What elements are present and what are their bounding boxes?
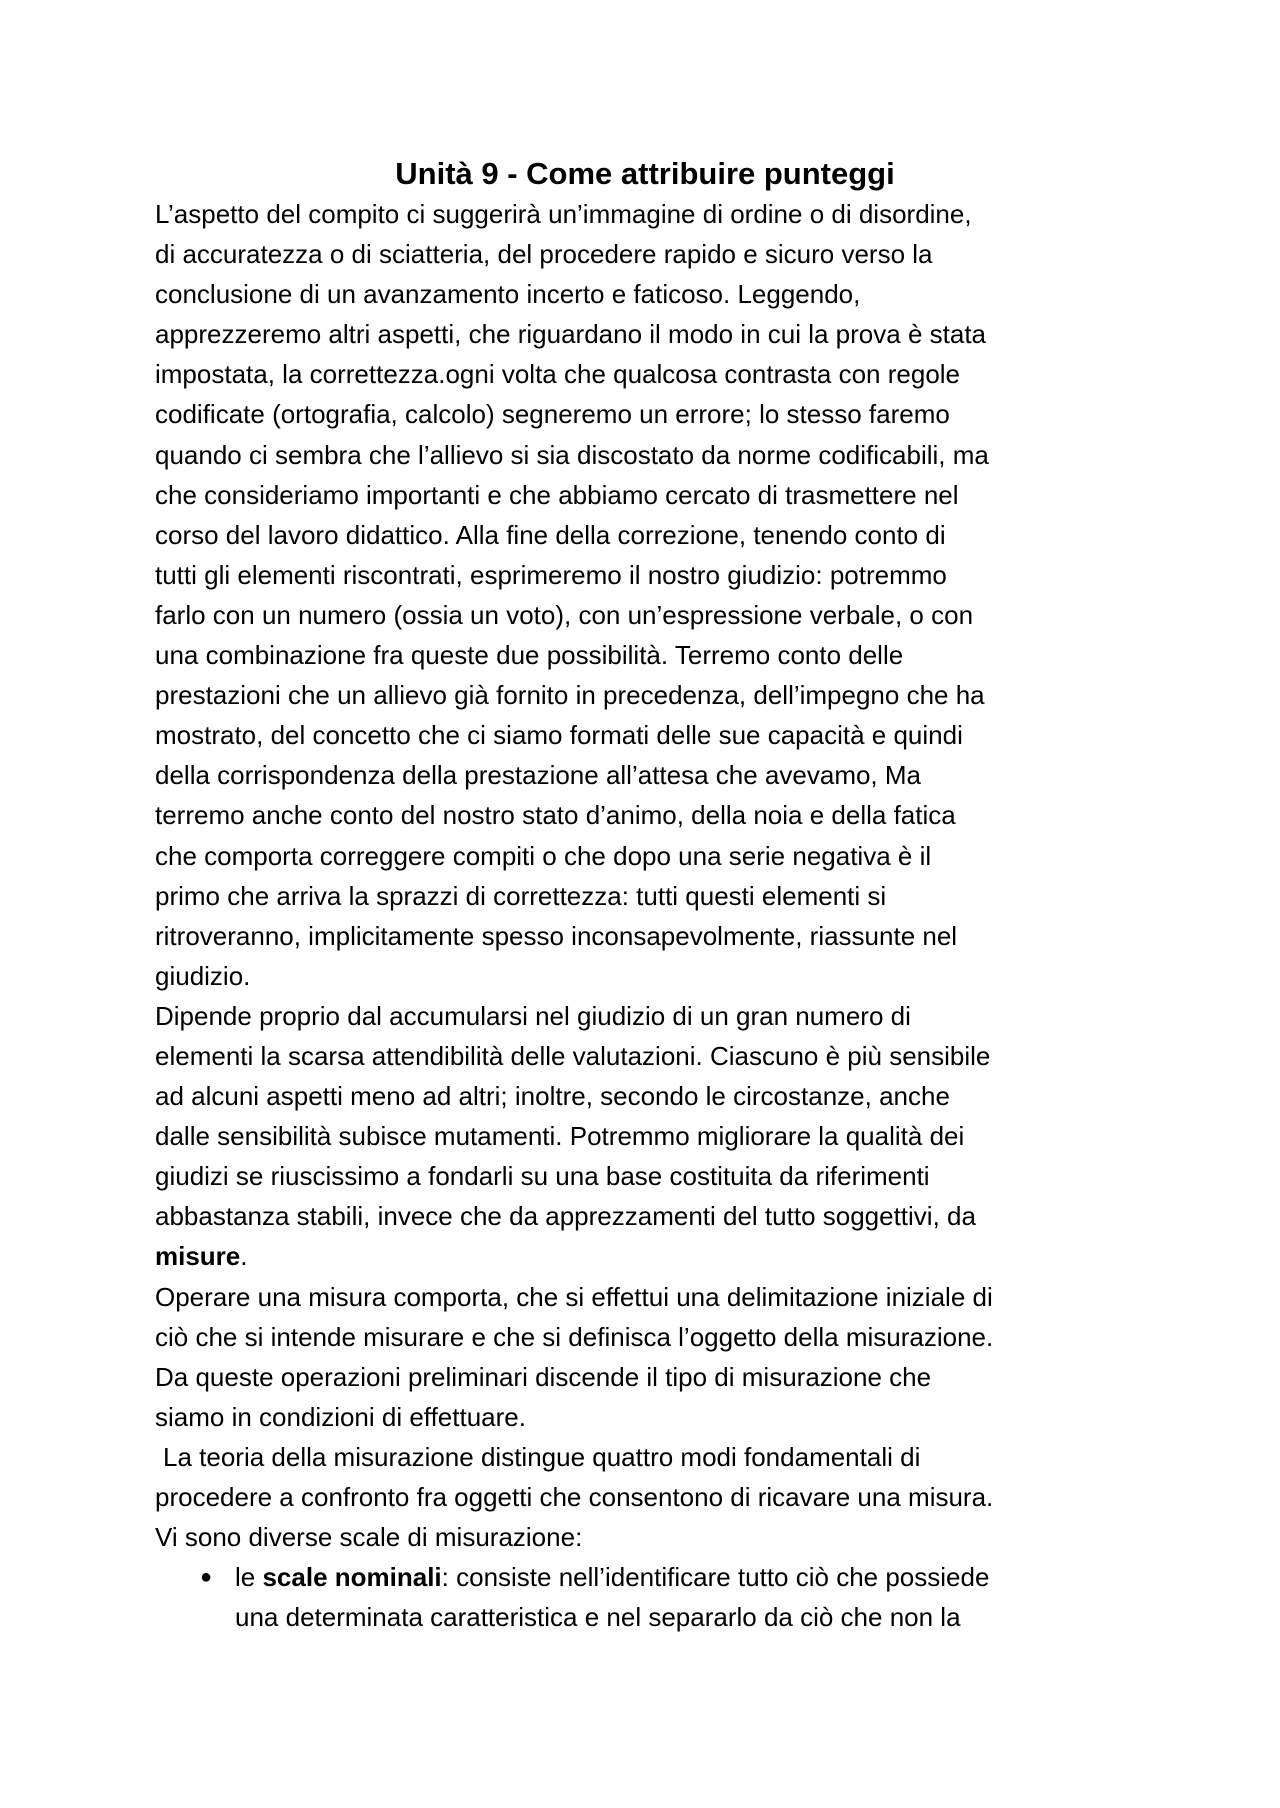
text-line: apprezzeremo altri aspetti, che riguardano il modo in cui la prova è stata xyxy=(155,319,986,350)
paragraph-3 xyxy=(155,1277,1135,1437)
text-line: La teoria della misurazione distingue quattro modi fondamentali di xyxy=(163,1441,921,1472)
paragraph-1 xyxy=(155,194,1135,996)
text-line: siamo in condizioni di effettuare. xyxy=(155,1401,526,1432)
text-line: conclusione di un avanzamento incerto e faticoso. Leggendo, xyxy=(155,279,861,310)
paragraph-2 xyxy=(155,996,1135,1277)
bold-term-scale-nominali: scale nominali xyxy=(262,1562,442,1593)
text-line: corso del lavoro didattico. Alla fine della correzione, tenendo conto di xyxy=(155,519,946,550)
text-line: una combinazione fra queste due possibilità. Terremo conto delle xyxy=(155,640,904,671)
text-line: che consideriamo importanti e che abbiamo cercato di trasmettere nel xyxy=(155,479,959,510)
punctuation: . xyxy=(240,1241,248,1272)
text-line: procedere a confronto fra oggetti che consentono di ricavare una misura. xyxy=(155,1482,994,1512)
text-line: che comporta correggere compiti o che dopo una serie negativa è il xyxy=(155,840,932,871)
bullet-prefix: le xyxy=(235,1562,263,1593)
text-line: tutti gli elementi riscontrati, esprimeremo il nostro giudizio: potremmo xyxy=(155,559,947,590)
list-item xyxy=(155,1557,1135,1637)
text-line: farlo con un numero (ossia un voto), con un’espressione verbale, o con xyxy=(155,599,974,630)
document-body xyxy=(155,154,1135,1637)
text-line: ciò che si intende misurare e che si definisca l’oggetto della misurazione. xyxy=(155,1321,994,1352)
text-line: ritroveranno, implicitamente spesso inconsapevolmente, riassunte nel xyxy=(155,920,958,951)
text-line: quando ci sembra che l’allievo si sia discostato da norme codificabili, ma xyxy=(155,439,989,470)
text-line: della corrispondenza della prestazione all’attesa che avevamo, Ma xyxy=(155,760,921,791)
paragraph-4 xyxy=(155,1437,1135,1557)
text-line: prestazioni che un allievo già fornito in precedenza, dell’impegno che ha xyxy=(155,680,985,711)
bullet-list xyxy=(155,1557,1135,1637)
text-line: mostrato, del concetto che ci siamo formati delle sue capacità e quindi xyxy=(155,720,963,751)
text-line: dalle sensibilità subisce mutamenti. Potremmo migliorare la qualità dei xyxy=(155,1121,965,1152)
bold-term-misure: misure xyxy=(155,1241,241,1272)
text-line: impostata, la correttezza.ogni volta che qualcosa contrasta con regole xyxy=(155,359,961,390)
text-line: Da queste operazioni preliminari discende il tipo di misurazione che xyxy=(155,1361,932,1392)
text-line: una determinata caratteristica e nel separarlo da ciò che non la xyxy=(235,1602,961,1633)
text-line: Vi sono diverse scale di misurazione: xyxy=(155,1522,583,1553)
text-line: giudizi se riuscissimo a fondarli su una base costituita da riferimenti xyxy=(155,1161,930,1192)
text-line: di accuratezza o di sciatteria, del procedere rapido e sicuro verso la xyxy=(155,239,933,270)
text-line: primo che arriva la sprazzi di correttezza: tutti questi elementi si xyxy=(155,880,887,911)
document-title: Unità 9 - Come attribuire punteggi xyxy=(395,156,895,191)
text-line: abbastanza stabili, invece che da apprezzamenti del tutto soggettivi, da xyxy=(155,1201,976,1232)
text-line xyxy=(235,1557,1135,1597)
bullet-icon: ● xyxy=(199,1566,213,1589)
text-line: giudizio. xyxy=(155,960,251,991)
text-line: Operare una misura comporta, che si effettui una delimitazione iniziale di xyxy=(155,1281,993,1312)
text-line: Dipende proprio dal accumularsi nel giudizio di un gran numero di xyxy=(155,1000,911,1031)
text-line: elementi la scarsa attendibilità delle valutazioni. Ciascuno è più sensibile xyxy=(155,1040,991,1071)
text-line: L’aspetto del compito ci suggerirà un’immagine di ordine o di disordine, xyxy=(155,199,972,229)
text-line: codificate (ortografia, calcolo) segneremo un errore; lo stesso faremo xyxy=(155,399,950,430)
bullet-text: : consiste nell’identificare tutto ciò che possiede xyxy=(441,1562,990,1593)
text-line: ad alcuni aspetti meno ad altri; inoltre, secondo le circostanze, anche xyxy=(155,1081,950,1112)
text-line-bold-end xyxy=(155,1236,1135,1276)
text-line: terremo anche conto del nostro stato d’animo, della noia e della fatica xyxy=(155,800,956,831)
